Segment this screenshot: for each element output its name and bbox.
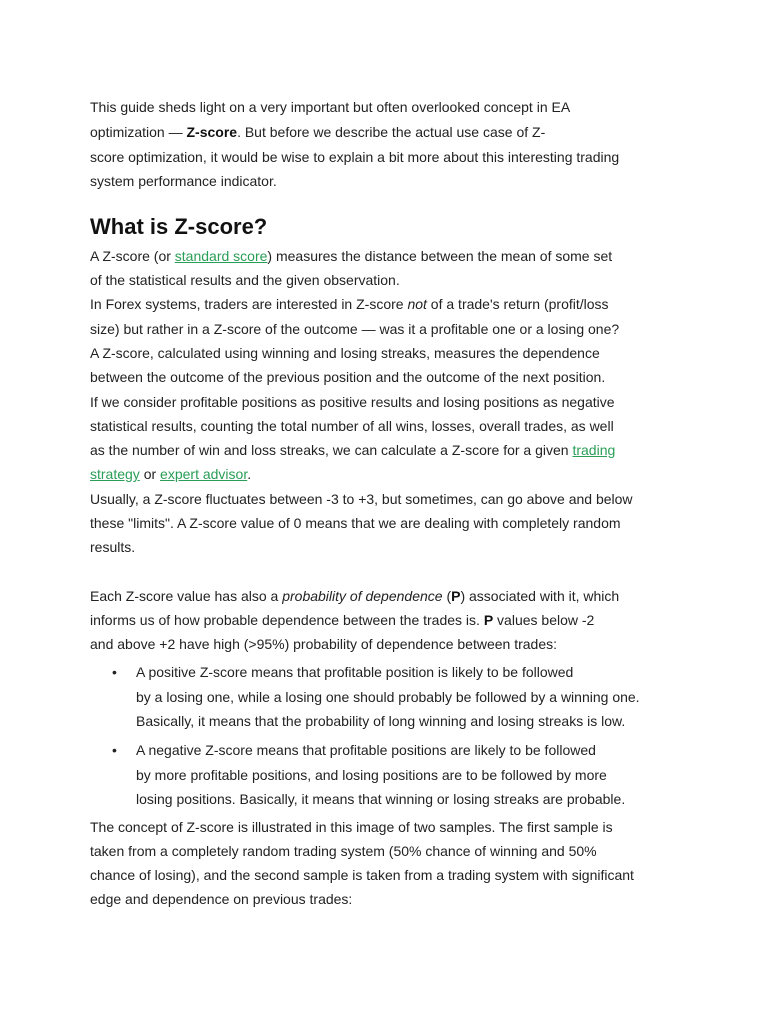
- outro-line: [90, 841, 597, 861]
- bullet-text: A positive Z-score means that profitable position is likely to be followed: [136, 664, 574, 680]
- body-text: size) but rather in a Z-score of the outcome — was it a profitable one or a losing one?: [90, 321, 620, 337]
- bullet-text: by a losing one, while a losing one should probably be followed by a winning one.: [136, 689, 640, 705]
- body-text: Each Z-score value has also a: [90, 588, 283, 604]
- bullet-dot: •: [112, 664, 117, 680]
- intro-line-2: [90, 122, 545, 142]
- intro-line-1: [90, 97, 570, 117]
- body-text: In Forex systems, traders are interested in Z-score: [90, 296, 408, 312]
- body-line: [90, 367, 605, 387]
- bullet-text: Basically, it means that the probability of long winning and losing streaks is low.: [136, 713, 626, 729]
- bullet-item-line: [136, 687, 640, 707]
- body-line: [90, 343, 600, 363]
- intro-text: . But before we describe the actual use case of Z-: [237, 124, 546, 140]
- bullet-text: losing positions. Basically, it means that winning or losing streaks are probable.: [136, 791, 626, 807]
- body-line: [90, 464, 251, 484]
- bullet-item-line: [136, 789, 625, 809]
- bullet-item-line: [136, 740, 596, 760]
- body-text: informs us of how probable dependence between the trades is.: [90, 612, 484, 628]
- p-bold: P: [483, 612, 494, 628]
- outro-text: edge and dependence on previous trades:: [90, 891, 353, 907]
- intro-text: optimization —: [90, 124, 187, 140]
- body-text: If we consider profitable positions as positive results and losing positions as negative: [90, 394, 615, 410]
- body-text: ) associated with it, which: [460, 588, 620, 604]
- body-line: [90, 610, 594, 630]
- body-text: of a trade's return (profit/loss: [426, 296, 609, 312]
- section-heading: What is Z-score?: [90, 214, 268, 239]
- body-text: values below -2: [493, 612, 595, 628]
- body-line: [90, 270, 400, 290]
- standard-score-link[interactable]: standard score: [174, 248, 268, 264]
- body-text: these "limits". A Z-score value of 0 means that we are dealing with completely random: [90, 515, 621, 531]
- body-text: (: [442, 588, 452, 604]
- bullet-item-line: [136, 662, 573, 682]
- body-text: as the number of win and loss streaks, we can calculate a Z-score for a given: [90, 442, 573, 458]
- bullet-item-line: [136, 765, 607, 785]
- bullet-dot: •: [112, 742, 117, 758]
- intro-text: system performance indicator.: [90, 173, 277, 189]
- body-line: [90, 537, 135, 557]
- trading-strategy-link-continued[interactable]: strategy: [90, 466, 140, 482]
- body-line: [90, 416, 614, 436]
- body-line: [90, 392, 615, 412]
- emphasis-not: not: [407, 296, 427, 312]
- body-line: [90, 246, 612, 266]
- body-text: and above +2 have high (>95%) probability of dependence between trades:: [90, 636, 558, 652]
- body-text: between the outcome of the previous position and the outcome of the next position.: [90, 369, 606, 385]
- outro-line: [90, 817, 613, 837]
- body-text: of the statistical results and the given observation.: [90, 272, 400, 288]
- body-line: [90, 586, 619, 606]
- body-text: statistical results, counting the total number of all wins, losses, overall trades, as well: [90, 418, 614, 434]
- outro-text: chance of losing), and the second sample is taken from a trading system with significant: [90, 867, 634, 883]
- intro-line-4: [90, 171, 277, 191]
- outro-text: taken from a completely random trading system (50% chance of winning and 50%: [90, 843, 597, 859]
- p-bold: P: [451, 588, 461, 604]
- intro-line-3: [90, 147, 619, 167]
- body-line: [90, 513, 621, 533]
- body-line: [90, 440, 615, 460]
- intro-text: This guide sheds light on a very important but often overlooked concept in EA: [90, 99, 571, 115]
- bullet-item-line: [136, 711, 625, 731]
- outro-line: [90, 865, 634, 885]
- body-text: or: [139, 466, 161, 482]
- z-score-bold: Z-score: [186, 124, 238, 140]
- body-text: A Z-score, calculated using winning and losing streaks, measures the dependence: [90, 345, 600, 361]
- expert-advisor-link[interactable]: expert advisor: [160, 466, 248, 482]
- body-line: [90, 634, 557, 654]
- body-line: [90, 294, 609, 314]
- intro-text: score optimization, it would be wise to explain a bit more about this interesting trading: [90, 149, 620, 165]
- body-text: ) measures the distance between the mean of some set: [267, 248, 613, 264]
- body-text: results.: [90, 539, 136, 555]
- body-line: [90, 489, 633, 509]
- outro-text: The concept of Z-score is illustrated in this image of two samples. The first sample is: [90, 819, 613, 835]
- body-line: [90, 319, 619, 339]
- trading-strategy-link[interactable]: trading: [572, 442, 616, 458]
- body-text: A Z-score (or: [90, 248, 175, 264]
- bullet-text: by more profitable positions, and losing positions are to be followed by more: [136, 767, 607, 783]
- body-text: .: [247, 466, 252, 482]
- outro-line: [90, 889, 352, 909]
- emphasis-probability: probability of dependence: [282, 588, 443, 604]
- bullet-text: A negative Z-score means that profitable positions are likely to be followed: [136, 742, 596, 758]
- body-text: Usually, a Z-score fluctuates between -3 to +3, but sometimes, can go above and below: [90, 491, 633, 507]
